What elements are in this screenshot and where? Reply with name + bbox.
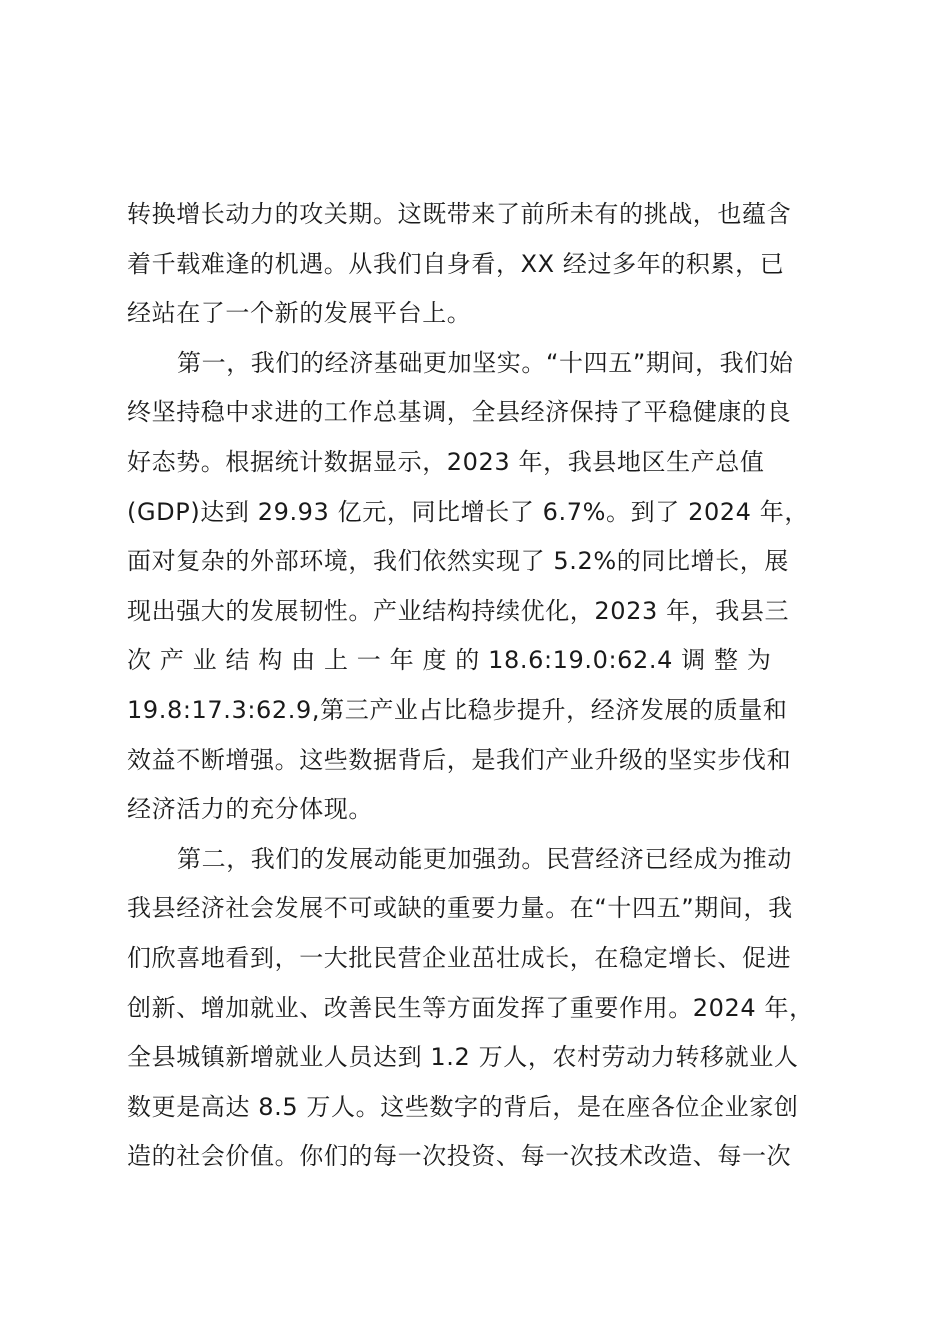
text-line: 终坚持稳中求进的工作总基调，全县经济保持了平稳健康的良 xyxy=(127,398,792,427)
paragraph-1 xyxy=(127,190,827,339)
document-body xyxy=(127,190,827,1182)
paragraph-3 xyxy=(127,835,827,1182)
text-line: 造的社会价值。你们的每一次投资、每一次技术改造、每一次 xyxy=(127,1142,792,1171)
text-line: 着千载难逢的机遇。从我们自身看，XX 经过多年的积累，已 xyxy=(127,249,785,278)
text-line: 第二，我们的发展动能更加强劲。民营经济已经成为推动 xyxy=(177,844,792,873)
text-line: 我县经济社会发展不可或缺的重要力量。在“十四五”期间，我 xyxy=(127,894,793,923)
text-line: 数更是高达 8.5 万人。这些数字的背后，是在座各位企业家创 xyxy=(127,1092,799,1121)
text-line: 第一，我们的经济基础更加坚实。“十四五”期间，我们始 xyxy=(177,348,794,377)
paragraph-2 xyxy=(127,339,827,835)
text-line: 经站在了一个新的发展平台上。 xyxy=(127,299,472,328)
text-line: 次 产 业 结 构 由 上 一 年 度 的 18.6:19.0:62.4 调 整 为 xyxy=(127,646,772,675)
text-line: 现出强大的发展韧性。产业结构持续优化，2023 年，我县三 xyxy=(127,596,790,625)
text-line: 创新、增加就业、改善民生等方面发挥了重要作用。2024 年， xyxy=(127,993,814,1022)
text-line: 经济活力的充分体现。 xyxy=(127,795,373,824)
text-line: 们欣喜地看到，一大批民营企业茁壮成长，在稳定增长、促进 xyxy=(127,943,792,972)
text-line: (GDP)达到 29.93 亿元，同比增长了 6.7%。到了 2024 年， xyxy=(127,497,809,526)
text-line: 面对复杂的外部环境，我们依然实现了 5.2%的同比增长，展 xyxy=(127,547,789,576)
text-line: 19.8:17.3:62.9,第三产业占比稳步提升，经济发展的质量和 xyxy=(127,695,788,724)
text-line: 全县城镇新增就业人员达到 1.2 万人，农村劳动力转移就业人 xyxy=(127,1043,799,1072)
text-line: 效益不断增强。这些数据背后，是我们产业升级的坚实步伐和 xyxy=(127,745,792,774)
text-line: 转换增长动力的攻关期。这既带来了前所未有的挑战，也蕴含 xyxy=(127,200,792,228)
text-line: 好态势。根据统计数据显示，2023 年，我县地区生产总值 xyxy=(127,447,765,476)
